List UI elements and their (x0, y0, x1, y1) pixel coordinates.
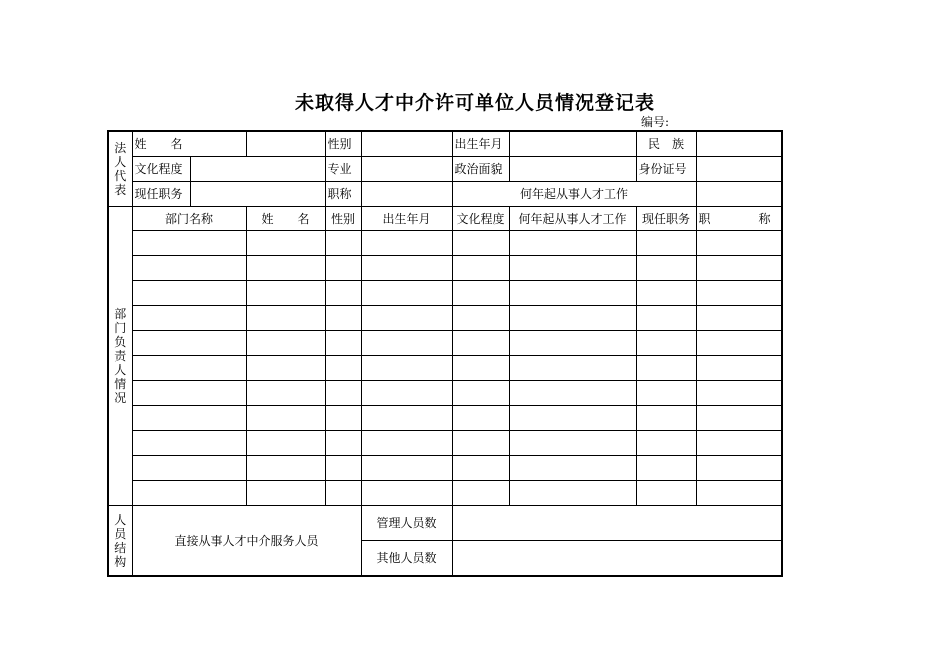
legal-rep-title-label: 职称 (325, 182, 361, 207)
dept-cell[interactable] (132, 356, 246, 381)
dept-cell[interactable] (696, 331, 782, 356)
dept-cell[interactable] (246, 306, 325, 331)
staff-manager-field[interactable] (452, 506, 782, 541)
dept-cell[interactable] (325, 306, 361, 331)
dept-header-education: 文化程度 (452, 207, 509, 231)
dept-cell[interactable] (132, 281, 246, 306)
staff-manager-label: 管理人员数 (361, 506, 452, 541)
dept-cell[interactable] (509, 381, 636, 406)
dept-cell[interactable] (636, 381, 696, 406)
dept-cell[interactable] (325, 481, 361, 506)
legal-rep-name-label: 姓 名 (132, 131, 246, 157)
dept-cell[interactable] (246, 281, 325, 306)
dept-cell[interactable] (509, 456, 636, 481)
dept-cell[interactable] (696, 281, 782, 306)
legal-rep-title-field[interactable] (361, 182, 452, 207)
dept-cell[interactable] (509, 431, 636, 456)
legal-rep-since-field[interactable] (696, 182, 782, 207)
legal-rep-birth-label: 出生年月 (452, 131, 509, 157)
dept-cell[interactable] (452, 306, 509, 331)
table-row (108, 381, 782, 406)
table-row (108, 306, 782, 331)
staff-side-label: 人员结构 (108, 506, 132, 577)
dept-header-name: 姓 名 (246, 207, 325, 231)
legal-rep-id-label: 身份证号 (636, 157, 696, 182)
dept-cell[interactable] (509, 256, 636, 281)
dept-cell[interactable] (509, 281, 636, 306)
legal-rep-name-field[interactable] (246, 131, 325, 157)
dept-cell[interactable] (325, 406, 361, 431)
legal-rep-side-label: 法人代表 (108, 131, 132, 207)
dept-cell[interactable] (325, 256, 361, 281)
dept-cell[interactable] (509, 306, 636, 331)
legal-rep-political-label: 政治面貌 (452, 157, 509, 182)
dept-cell[interactable] (452, 431, 509, 456)
dept-cell[interactable] (132, 306, 246, 331)
dept-cell[interactable] (696, 456, 782, 481)
dept-cell[interactable] (325, 456, 361, 481)
legal-rep-education-field[interactable] (190, 157, 325, 182)
dept-header-dept: 部门名称 (132, 207, 246, 231)
dept-cell[interactable] (132, 406, 246, 431)
dept-cell[interactable] (636, 481, 696, 506)
dept-cell[interactable] (246, 431, 325, 456)
dept-cell[interactable] (452, 381, 509, 406)
dept-cell[interactable] (132, 481, 246, 506)
legal-rep-education-label: 文化程度 (132, 157, 190, 182)
dept-cell[interactable] (696, 306, 782, 331)
legal-rep-since-label: 何年起从事人才工作 (452, 182, 696, 207)
dept-cell[interactable] (696, 231, 782, 256)
dept-cell[interactable] (636, 256, 696, 281)
legal-rep-major-label: 专业 (325, 157, 361, 182)
dept-cell[interactable] (636, 356, 696, 381)
legal-rep-birth-field[interactable] (509, 131, 636, 157)
dept-cell[interactable] (132, 456, 246, 481)
dept-cell[interactable] (325, 281, 361, 306)
table-row (108, 256, 782, 281)
legal-rep-major-field[interactable] (361, 157, 452, 182)
dept-cell[interactable] (361, 431, 452, 456)
dept-cell[interactable] (452, 256, 509, 281)
dept-cell[interactable] (636, 456, 696, 481)
dept-cell[interactable] (246, 331, 325, 356)
dept-cell[interactable] (361, 356, 452, 381)
dept-cell[interactable] (636, 431, 696, 456)
legal-rep-political-field[interactable] (509, 157, 636, 182)
dept-cell[interactable] (361, 331, 452, 356)
dept-cell[interactable] (325, 356, 361, 381)
dept-heads-side-label: 部门负责人情况 (108, 207, 132, 506)
dept-cell[interactable] (361, 306, 452, 331)
dept-cell[interactable] (509, 231, 636, 256)
dept-cell[interactable] (696, 481, 782, 506)
dept-cell[interactable] (246, 456, 325, 481)
dept-cell[interactable] (361, 231, 452, 256)
dept-header-gender: 性别 (325, 207, 361, 231)
dept-cell[interactable] (509, 331, 636, 356)
dept-cell[interactable] (246, 481, 325, 506)
legal-rep-gender-field[interactable] (361, 131, 452, 157)
dept-cell[interactable] (636, 231, 696, 256)
dept-cell[interactable] (325, 431, 361, 456)
dept-cell[interactable] (452, 281, 509, 306)
dept-cell[interactable] (452, 356, 509, 381)
dept-header-position: 现任职务 (636, 207, 696, 231)
form-title: 未取得人才中介许可单位人员情况登记表 (294, 92, 655, 114)
dept-cell[interactable] (361, 406, 452, 431)
staff-other-field[interactable] (452, 541, 782, 577)
dept-cell[interactable] (132, 331, 246, 356)
dept-cell[interactable] (361, 256, 452, 281)
dept-cell[interactable] (696, 356, 782, 381)
dept-cell[interactable] (361, 456, 452, 481)
dept-cell[interactable] (452, 331, 509, 356)
dept-cell[interactable] (452, 456, 509, 481)
registration-table (107, 130, 783, 577)
dept-header-birth: 出生年月 (361, 207, 452, 231)
table-row (108, 481, 782, 506)
table-row (108, 406, 782, 431)
dept-cell[interactable] (132, 381, 246, 406)
dept-cell[interactable] (509, 356, 636, 381)
dept-cell[interactable] (696, 431, 782, 456)
staff-other-label: 其他人员数 (361, 541, 452, 577)
table-row (108, 356, 782, 381)
dept-cell[interactable] (696, 256, 782, 281)
dept-cell[interactable] (246, 231, 325, 256)
legal-rep-ethnicity-field[interactable] (696, 131, 782, 157)
legal-rep-id-field[interactable] (696, 157, 782, 182)
dept-cell[interactable] (361, 481, 452, 506)
legal-rep-position-field[interactable] (190, 182, 325, 207)
dept-cell[interactable] (636, 306, 696, 331)
dept-cell[interactable] (696, 406, 782, 431)
dept-cell[interactable] (452, 406, 509, 431)
dept-cell[interactable] (132, 431, 246, 456)
dept-header-title: 职 称 (696, 207, 782, 231)
dept-cell[interactable] (325, 331, 361, 356)
table-row (108, 281, 782, 306)
dept-cell[interactable] (325, 381, 361, 406)
legal-rep-ethnicity-label: 民 族 (636, 131, 696, 157)
legal-rep-position-label: 现任职务 (132, 182, 190, 207)
dept-cell[interactable] (325, 231, 361, 256)
dept-cell[interactable] (636, 331, 696, 356)
form-code-label: 编号: (641, 115, 670, 129)
dept-cell[interactable] (361, 381, 452, 406)
dept-cell[interactable] (509, 406, 636, 431)
table-row (108, 331, 782, 356)
dept-cell[interactable] (246, 356, 325, 381)
legal-rep-gender-label: 性别 (325, 131, 361, 157)
dept-cell[interactable] (246, 406, 325, 431)
dept-cell[interactable] (452, 481, 509, 506)
dept-cell[interactable] (361, 281, 452, 306)
dept-cell[interactable] (246, 256, 325, 281)
dept-header-since: 何年起从事人才工作 (509, 207, 636, 231)
dept-cell[interactable] (132, 231, 246, 256)
dept-cell[interactable] (452, 231, 509, 256)
staff-direct-label: 直接从事人才中介服务人员 (132, 506, 361, 577)
dept-cell[interactable] (509, 481, 636, 506)
dept-cell[interactable] (636, 406, 696, 431)
table-row (108, 456, 782, 481)
dept-cell[interactable] (636, 281, 696, 306)
dept-cell[interactable] (132, 256, 246, 281)
table-row (108, 231, 782, 256)
table-row (108, 431, 782, 456)
dept-cell[interactable] (246, 381, 325, 406)
dept-cell[interactable] (696, 381, 782, 406)
